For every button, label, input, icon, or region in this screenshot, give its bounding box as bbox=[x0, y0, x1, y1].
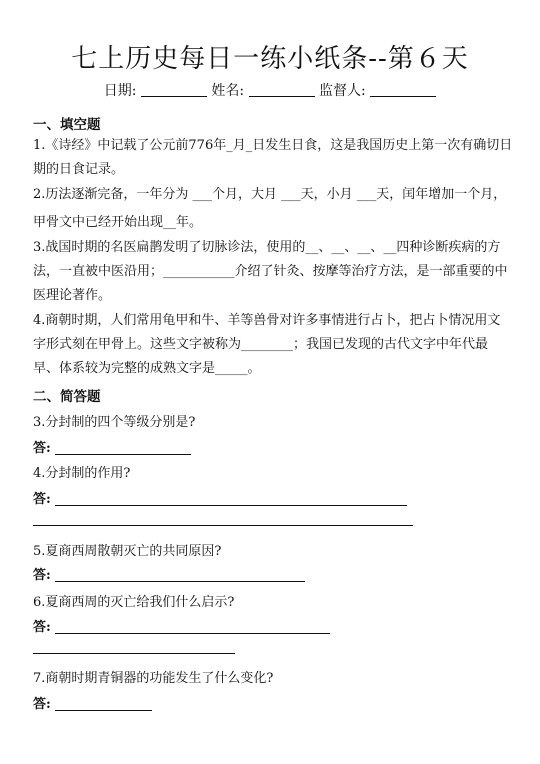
section-heading-fill: 一、填空题 bbox=[33, 117, 101, 133]
name-label: 姓名: bbox=[211, 83, 245, 99]
supervisor-label: 监督人: bbox=[319, 83, 366, 99]
answer-extra-line[interactable] bbox=[33, 653, 235, 654]
answer-label: 答: bbox=[33, 492, 51, 507]
answer-line[interactable] bbox=[55, 696, 152, 711]
header-fields bbox=[0, 80, 540, 100]
answer-extra-line[interactable] bbox=[33, 525, 413, 526]
date-blank[interactable] bbox=[141, 96, 207, 97]
section-heading-short: 二、简答题 bbox=[33, 389, 101, 405]
answer-row-4 bbox=[33, 488, 407, 507]
answer-label: 答: bbox=[33, 620, 51, 635]
answer-line[interactable] bbox=[55, 567, 305, 582]
answer-line[interactable] bbox=[55, 440, 191, 455]
answer-row-3 bbox=[33, 437, 191, 456]
answer-label: 答: bbox=[33, 697, 51, 712]
answer-row-5 bbox=[33, 564, 305, 583]
short-question-3: 3.分封制的四个等级分别是? bbox=[33, 415, 196, 430]
answer-label: 答: bbox=[33, 441, 51, 456]
short-question-7: 7.商朝时期青铜器的功能发生了什么变化? bbox=[33, 671, 274, 686]
name-blank[interactable] bbox=[249, 96, 315, 97]
short-question-4: 4.分封制的作用? bbox=[33, 466, 131, 481]
supervisor-blank[interactable] bbox=[370, 96, 436, 97]
fill-question-4: 4.商朝时期，人们常用龟甲和牛、羊等兽骨对许多事情进行占卜，把占卜情况用文字形式刻在甲骨上。这些文字被称为________；我国已发现的古代文字中年代最早、体系较为完整的成熟文字是_____。 bbox=[33, 313, 501, 376]
answer-line[interactable] bbox=[55, 491, 407, 506]
short-question-5: 5.夏商西周散朝灭亡的共同原因? bbox=[33, 544, 222, 559]
answer-line[interactable] bbox=[55, 619, 330, 634]
short-question-6: 6.夏商西周的灭亡给我们什么启示? bbox=[33, 595, 235, 610]
answer-row-6 bbox=[33, 616, 330, 635]
answer-label: 答: bbox=[33, 568, 51, 583]
page-title: 七上历史每日一练小纸条--第６天 bbox=[71, 44, 469, 74]
fill-question-2: 2.历法逐渐完备，一年分为 ___个月，大月 ___天，小月 ___天，闰年增加一个月，甲骨文中已经开始出现__年。 bbox=[33, 187, 507, 230]
fill-question-1: 1.《诗经》中记载了公元前776年_月_日发生日食，这是我国历史上第一次有确切日期的日食记录。 bbox=[33, 138, 513, 177]
date-label: 日期: bbox=[103, 83, 137, 99]
fill-question-3: 3.战国时期的名医扁鹊发明了切脉诊法，使用的__、__、__、__四种诊断疾病的方法，一直被中医沿用；___________介绍了针灸、按摩等治疗方法，是一部重要的中医理论著作。 bbox=[33, 240, 508, 303]
answer-row-7 bbox=[33, 693, 152, 712]
